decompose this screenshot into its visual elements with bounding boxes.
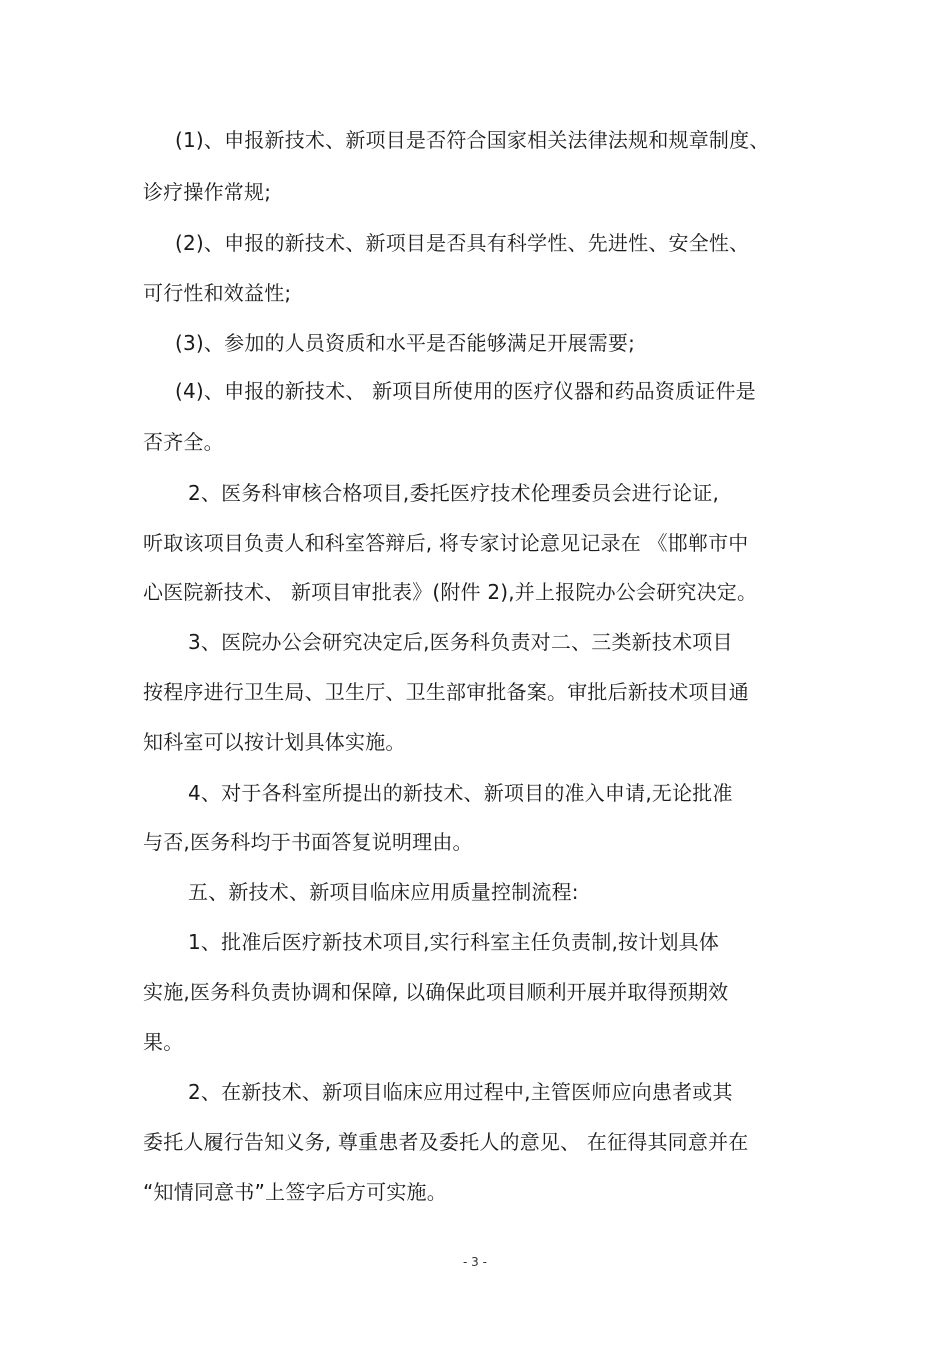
text-line: 知科室可以按计划具体实施。 (143, 730, 406, 754)
text-line: 4、对于各科室所提出的新技术、新项目的准入申请,无论批准 (188, 781, 733, 805)
text-line: 委托人履行告知义务, 尊重患者及委托人的意见、 在征得其同意并在 (143, 1130, 749, 1154)
text-line: (4)、申报的新技术、 新项目所使用的医疗仪器和药品资质证件是 (175, 379, 756, 403)
text-line: 按程序进行卫生局、卫生厅、卫生部审批备案。审批后新技术项目通 (143, 680, 749, 704)
text-line: 2、医务科审核合格项目,委托医疗技术伦理委员会进行论证, (188, 481, 720, 505)
text-line: 否齐全。 (143, 430, 224, 454)
text-line: 可行性和效益性; (143, 281, 292, 305)
text-line: 与否,医务科均于书面答复说明理由。 (143, 830, 473, 854)
text-line: 实施,医务科负责协调和保障, 以确保此项目顺利开展并取得预期效 (143, 980, 729, 1004)
text-line: 1、批准后医疗新技术项目,实行科室主任负责制,按计划具体 (188, 930, 720, 954)
text-line: (2)、申报的新技术、新项目是否具有科学性、先进性、安全性、 (175, 231, 750, 255)
text-line: “知情同意书”上签字后方可实施。 (143, 1180, 447, 1204)
text-line: 3、医院办公会研究决定后,医务科负责对二、三类新技术项目 (188, 630, 733, 654)
text-line: (3)、参加的人员资质和水平是否能够满足开展需要; (175, 331, 636, 355)
text-line: 果。 (143, 1030, 184, 1054)
text-line: 心医院新技术、 新项目审批表》(附件 2),并上报院办公会研究决定。 (143, 580, 758, 604)
section-heading: 五、新技术、新项目临床应用质量控制流程: (188, 880, 579, 904)
text-line: (1)、申报新技术、新项目是否符合国家相关法律法规和规章制度、 (175, 128, 770, 152)
text-line: 诊疗操作常规; (143, 180, 272, 204)
page-number: - 3 - (463, 1255, 487, 1269)
text-line: 听取该项目负责人和科室答辩后, 将专家讨论意见记录在 《邯郸市中 (143, 531, 749, 555)
text-line: 2、在新技术、新项目临床应用过程中,主管医师应向患者或其 (188, 1080, 733, 1104)
